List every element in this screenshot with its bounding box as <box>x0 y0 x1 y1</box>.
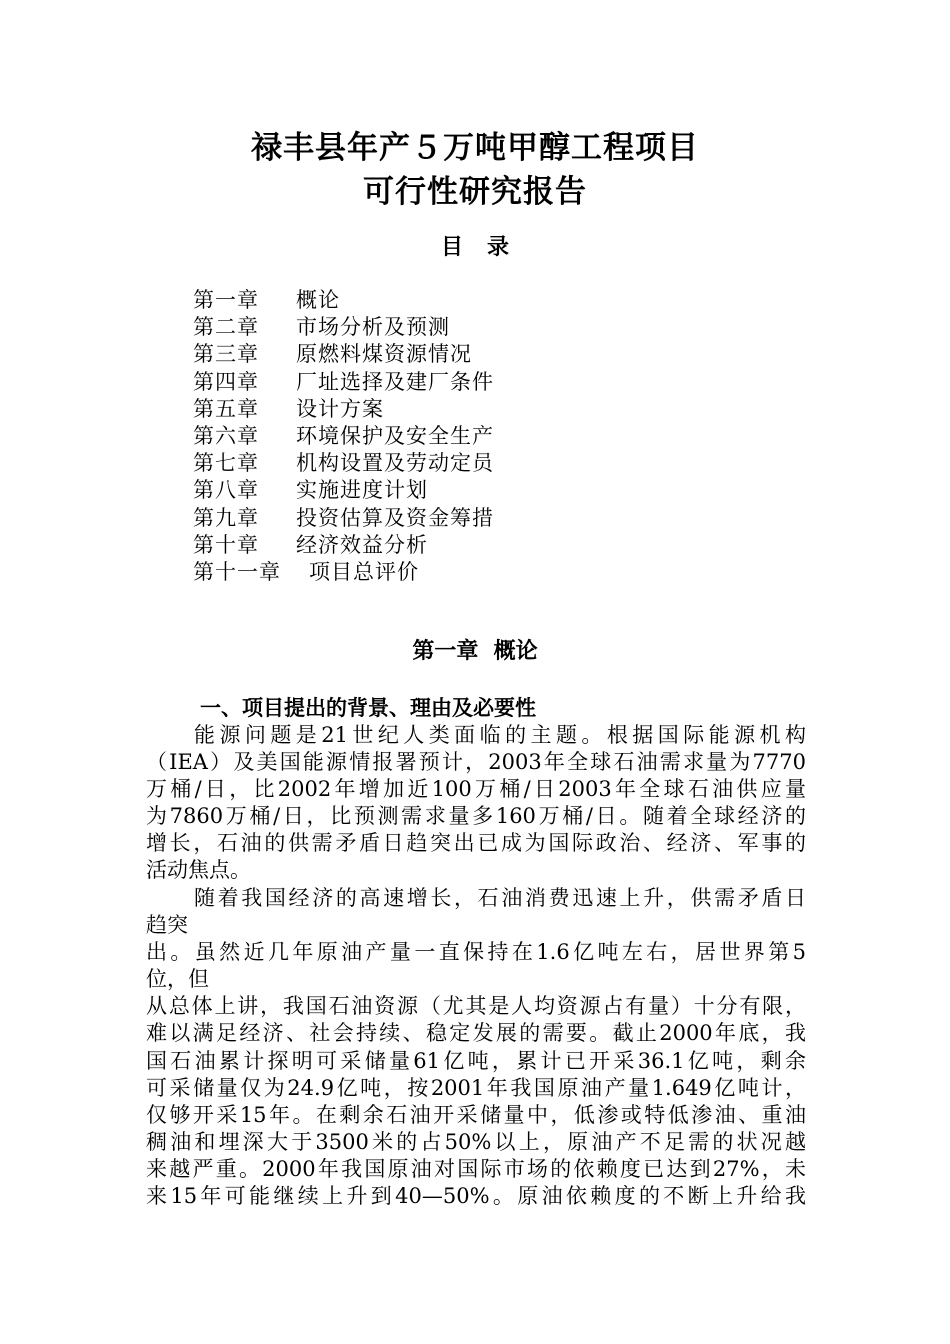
toc-chapter-number: 第九章 <box>193 505 259 530</box>
paragraph-line: 万桶/日，比2002年增加近100万桶/日2003年全球石油供应量 <box>146 777 806 802</box>
toc-item-chapter-1 <box>193 287 494 314</box>
paragraph-line: 从总体上讲，我国石油资源（尤其是人均资源占有量）十分有限， <box>146 994 806 1019</box>
paragraph-2 <box>146 885 806 1210</box>
paragraph-line: 国石油累计探明可采储量61亿吨，累计已开采36.1亿吨，剩余 <box>146 1048 806 1073</box>
paragraph-line: 位，但 <box>146 967 209 992</box>
paragraph-line: 为7860万桶/日，比预测需求量多160万桶/日。随着全球经济的 <box>146 804 806 829</box>
toc-chapter-number: 第三章 <box>193 342 259 367</box>
document-title-line-2: 可行性研究报告 <box>363 174 587 210</box>
paragraph-line: 活动焦点。 <box>146 858 251 883</box>
paragraph-line: 稠油和埋深大于3500米的占50%以上，原油产不足需的状况越 <box>146 1129 806 1154</box>
document-title-line-1: 禄丰县年产５万吨甲醇工程项目 <box>251 130 699 166</box>
toc-item-chapter-9 <box>193 505 494 532</box>
toc-chapter-title: 机构设置及劳动定员 <box>296 451 494 476</box>
toc-chapter-title: 市场分析及预测 <box>296 315 450 340</box>
toc-item-chapter-2 <box>193 314 494 341</box>
toc-chapter-number: 第七章 <box>193 451 259 476</box>
paragraph-line: 能源问题是21世纪人类面临的主题。根据国际能源机构 <box>194 723 806 747</box>
toc-chapter-title: 原燃料煤资源情况 <box>296 342 472 367</box>
paragraph-line: 仅够开采15年。在剩余石油开采储量中，低渗或特低渗油、重油 <box>146 1102 806 1127</box>
chapter-1-heading: 第一章 概论 <box>412 639 538 664</box>
toc-chapter-number: 第十章 <box>193 532 259 557</box>
paragraph-line: 难以满足经济、社会持续、稳定发展的需要。截止2000年底，我 <box>146 1021 806 1046</box>
paragraph-line: （IEA）及美国能源情报署预计，2003年全球石油需求量为7770 <box>146 750 806 775</box>
toc-chapter-number: 第六章 <box>193 423 259 448</box>
toc-heading: 目录 <box>440 235 533 260</box>
toc-chapter-number: 第八章 <box>193 478 259 503</box>
toc-chapter-title: 环境保护及安全生产 <box>296 423 494 448</box>
toc-chapter-number: 第十一章 <box>193 559 281 584</box>
toc-chapter-title: 厂址选择及建厂条件 <box>296 369 494 394</box>
paragraph-line: 可采储量仅为24.9亿吨，按2001年我国原油产量1.649亿吨计， <box>146 1075 806 1100</box>
paragraph-line: 来15年可能继续上升到40—50%。原油依赖度的不断上升给我 <box>146 1184 806 1209</box>
toc-item-chapter-3 <box>193 341 494 368</box>
toc-item-chapter-6 <box>193 423 494 450</box>
toc-item-chapter-11 <box>193 559 494 586</box>
paragraph-line: 随着我国经济的高速增长，石油消费迅速上升，供需矛盾日 <box>194 886 806 910</box>
toc-chapter-title: 投资估算及资金筹措 <box>296 505 494 530</box>
toc-item-chapter-7 <box>193 450 494 477</box>
toc-chapter-title: 概论 <box>296 288 340 312</box>
toc-item-chapter-4 <box>193 369 494 396</box>
toc-chapter-title: 设计方案 <box>296 396 384 421</box>
toc-chapter-number: 第五章 <box>193 396 259 421</box>
toc-chapter-title: 经济效益分析 <box>296 532 428 557</box>
section-1-heading: 一、项目提出的背景、理由及必要性 <box>200 696 536 720</box>
paragraph-line: 来越严重。2000年我国原油对国际市场的依赖度已达到27%，未 <box>146 1156 806 1181</box>
toc-chapter-title: 实施进度计划 <box>296 478 428 503</box>
table-of-contents <box>193 287 494 586</box>
paragraph-1 <box>146 722 806 885</box>
paragraph-line: 出。虽然近几年原油产量一直保持在1.6亿吨左右，居世界第5 <box>146 940 806 965</box>
toc-chapter-number: 第二章 <box>193 315 259 340</box>
paragraph-line: 增长，石油的供需矛盾日趋突出已成为国际政治、经济、军事的 <box>146 831 806 856</box>
toc-item-chapter-8 <box>193 477 494 504</box>
toc-chapter-title: 项目总评价 <box>309 559 419 584</box>
toc-item-chapter-5 <box>193 396 494 423</box>
toc-chapter-number: 第一章 <box>193 288 259 312</box>
toc-chapter-number: 第四章 <box>193 369 259 394</box>
toc-item-chapter-10 <box>193 532 494 559</box>
paragraph-line: 趋突 <box>146 913 188 938</box>
